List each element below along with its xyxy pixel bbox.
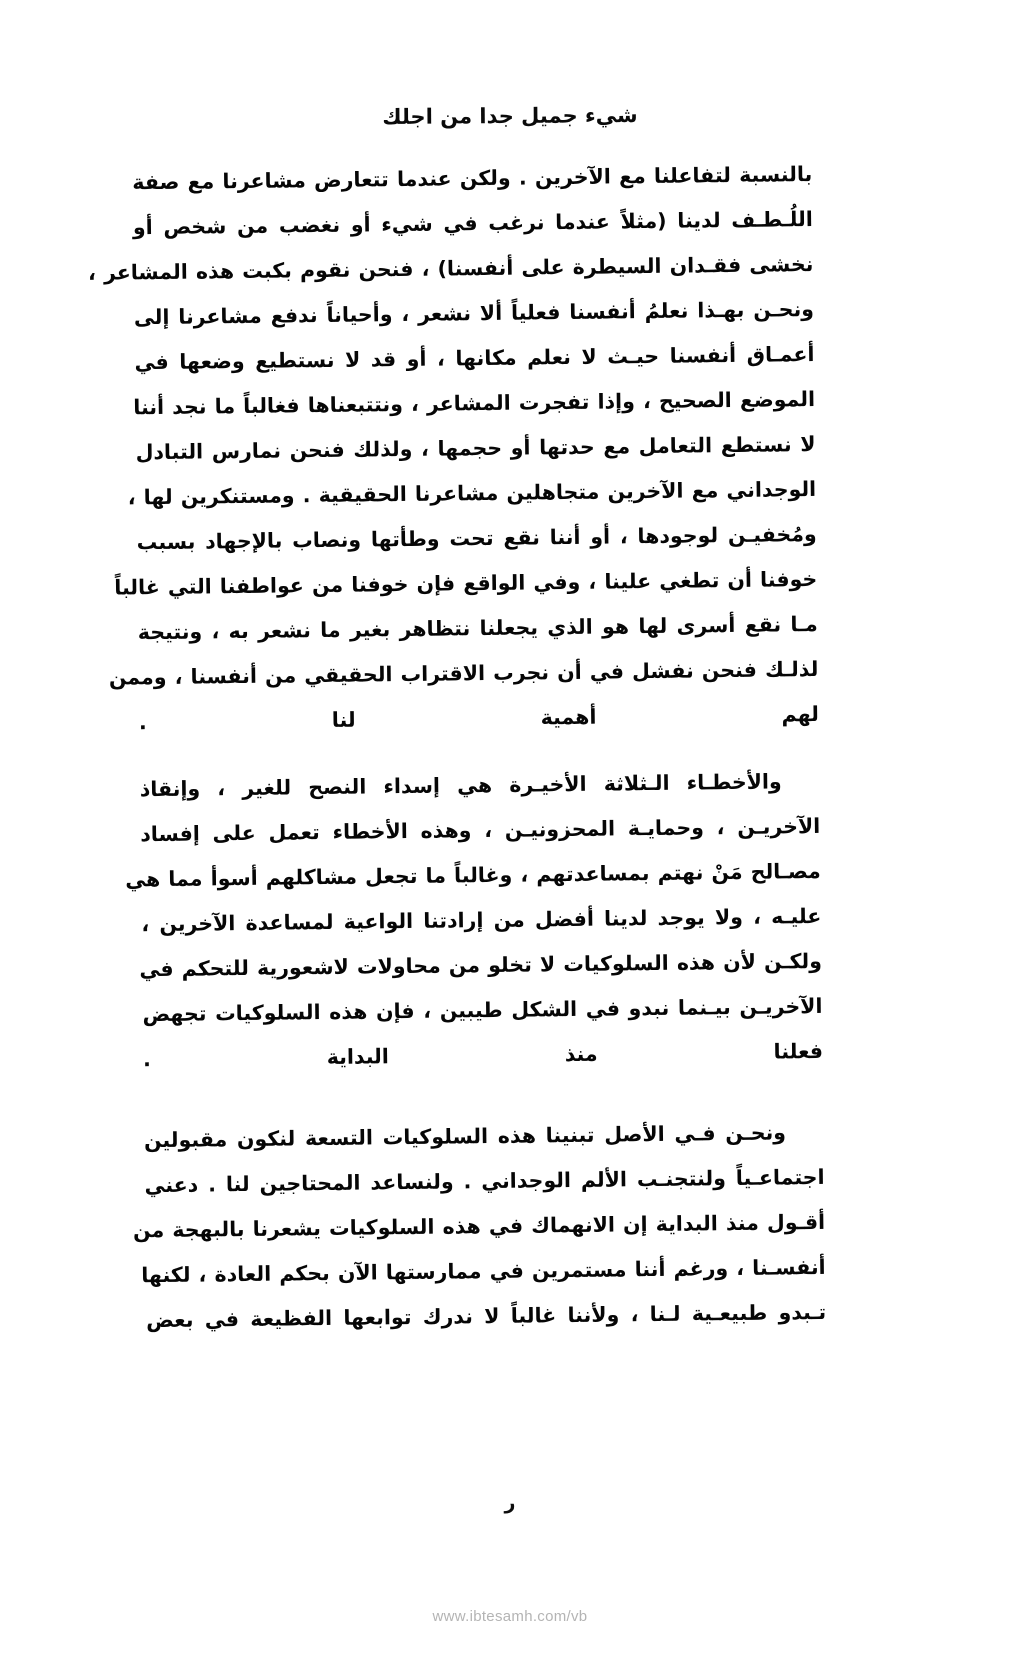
text-line: عليـه ، ولا يوجد لدينا أفضل من إرادتنا الواعية لمساعدة الآخرين ، — [141, 903, 822, 937]
text-line: أقـول منذ البداية إن الانهماك في هذه السلوكيات يشعرنا بالبهجة من — [132, 1209, 826, 1243]
text-line: مـا نقع أسرى لها هو الذي يجعلنا نتظاهر بغير ما نشعر به ، ونتيجة — [137, 611, 818, 645]
page-number: ر — [504, 1492, 516, 1514]
text-line: ونحـن فـي الأصل تبنينا هذه السلوكيات التسعة لنكون مقبولين — [143, 1120, 787, 1153]
text-line: الوجداني مع الآخرين متجاهلين مشاعرنا الحقيقية . ومستنكرين لها ، — [127, 476, 817, 510]
watermark-url: www.ibtesamh.com/vb — [432, 1608, 588, 1625]
text-line: لذلـك فنحن نفشل في أن نجرب الاقتراب الحقيقي من أنفسنا ، وممن — [108, 656, 819, 690]
text-line: لهم أهمية لنا . — [138, 701, 820, 735]
text-line: اجتماعـياً ولنتجنـب الألم الوجداني . ولنساعد المحتاجين لنا . دعني — [144, 1164, 825, 1198]
text-line: ومُخفيـن لوجودها ، أو أننا نقع تحت وطأتها ونصاب بالإجهاد بسبب — [136, 521, 817, 555]
text-line: ونحـن بهـذا نعلمُ أنفسنا فعلياً ألا نشعر ، وأحياناً ندفع مشاعرنا إلى — [133, 296, 815, 330]
paragraph-3 — [132, 1110, 827, 1343]
text-line: الآخريـن ، وحمايـة المحزونيـن ، وهذه الأخطاء تعمل على إفساد — [140, 813, 821, 847]
text-line: والأخطـاء الـثلاثة الأخيـرة هي إسداء النصح للغير ، وإنقاذ — [139, 769, 782, 802]
text-line: لا نستطع التعامل مع حدتها أو حجمها ، ولذلك فنحن نمارس التبادل — [135, 431, 816, 465]
text-line: تـبدو طبيعـية لـنا ، ولأننا غالباً لا ندرك توابعها الفظيعة في بعض — [146, 1299, 827, 1333]
document-body — [87, 152, 827, 1353]
paragraph-2 — [125, 759, 824, 1082]
page-title: شيء جميل جدا من اجلك — [382, 103, 638, 130]
text-line: نخشى فقـدان السيطرة على أنفسنا) ، فنحن نقوم بكبت هذه المشاعر ، — [87, 251, 814, 285]
paragraph-1 — [87, 152, 820, 745]
text-line: ولكـن لأن هذه السلوكيات لا تخلو من محاولات لاشعورية للتحكم في — [139, 948, 823, 982]
text-line: مصـالح مَنْ نهتم بمساعدتهم ، وغالباً ما تجعل مشاكلهم أسوأ مما هي — [125, 858, 821, 892]
text-line: أنفسـنا ، ورغم أننا مستمرين في ممارستها الآن بحكم العادة ، لكنها — [141, 1254, 826, 1288]
text-line: فعلنا منذ البداية . — [142, 1038, 824, 1072]
text-line: أعمـاق أنفسنا حيـث لا نعلم مكانها ، أو قد لا نستطيع وضعها في — [134, 341, 815, 375]
text-line: اللُـطـف لدينا (مثلاً عندما نرغب في شيء أو نغضب من شخص أو — [132, 206, 813, 240]
text-line: الموضع الصحيح ، وإذا تفجرت المشاعر ، ونتتبعناها فغالباً ما نجد أننا — [133, 386, 816, 420]
text-line: الآخريـن بيـنما نبدو في الشكل طيبين ، فإن هذه السلوكيات تجهض — [142, 993, 823, 1027]
text-line: بالنسبة لتفاعلنا مع الآخرين . ولكن عندما تتعارض مشاعرنا مع صفة — [132, 161, 813, 195]
text-line: خوفنا أن تطغي علينا ، وفي الواقع فإن خوفنا من عواطفنا التي غالباً — [114, 566, 818, 600]
